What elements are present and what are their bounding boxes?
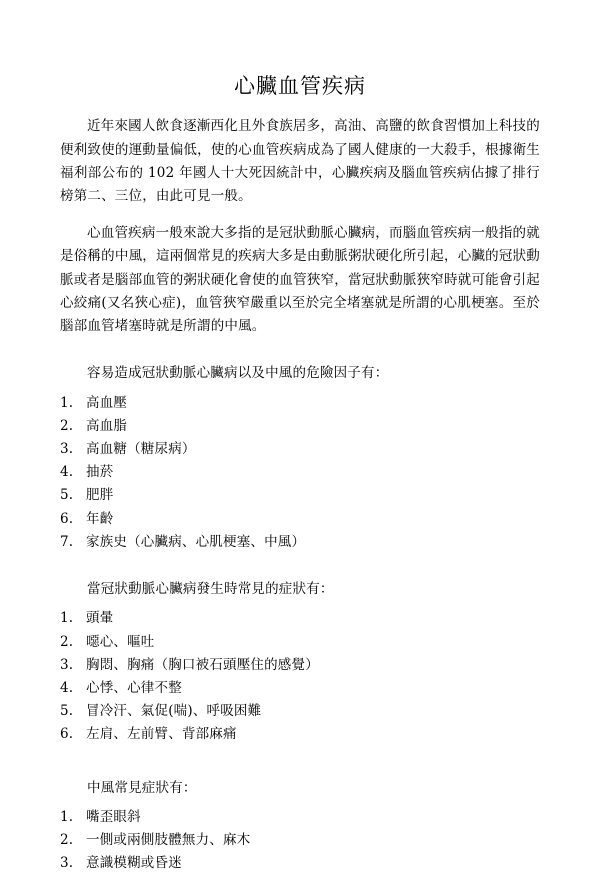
list-item-number: 4.	[60, 464, 74, 481]
list-item	[60, 723, 540, 746]
list-item-number: 5.	[60, 487, 74, 504]
list-item-number: 2.	[60, 633, 74, 650]
list-item-number: 7.	[60, 533, 74, 550]
list-item-label: 高血糖（糖尿病）	[86, 441, 196, 458]
section-spacer	[60, 761, 540, 777]
list-item-number: 1.	[60, 808, 74, 825]
list-item-number: 6.	[60, 726, 74, 743]
list-item-number: 3.	[60, 441, 74, 458]
list-item-label: 左肩、左前臂、背部麻痛	[86, 726, 237, 743]
list-item-label: 頭暈	[86, 610, 114, 627]
list-item-label: 年齡	[86, 510, 114, 527]
list-item-number: 4.	[60, 679, 74, 696]
symptoms-stroke-list	[60, 806, 540, 876]
list-item-label: 冒冷汗、氣促(喘)、呼吸困難	[86, 703, 262, 720]
intro-paragraph-2: 心血管疾病一般來說大多指的是冠狀動脈心臟病，而腦血管疾病一般指的就是俗稱的中風，這兩個常見的疾病大多是由動脈粥狀硬化所引起，心臟的冠狀動脈或者是腦部血管的粥狀硬化會使的血管狹窄，當冠狀動脈狹窄時就可能會引起心絞痛(又名狹心症)，血管狹窄嚴重以至於完全堵塞就是所謂的心肌梗塞。至於腦部血管堵塞時就是所謂的中風。	[60, 225, 540, 335]
risk-factors-list	[60, 392, 540, 555]
list-item-label: 家族史（心臟病、心肌梗塞、中風）	[86, 533, 306, 550]
list-item-label: 意識模糊或昏迷	[86, 855, 182, 872]
list-item-number: 1.	[60, 394, 74, 411]
list-item-number: 6.	[60, 510, 74, 527]
list-item	[60, 392, 540, 415]
list-item	[60, 484, 540, 507]
risk-factors-heading: 容易造成冠狀動脈心臟病以及中風的危險因子有：	[87, 365, 389, 382]
list-item-label: 胸悶、胸痛（胸口被石頭壓住的感覺）	[86, 656, 319, 673]
symptoms-stroke-heading: 中風常見症狀有：	[87, 779, 197, 796]
list-item-label: 一側或兩側肢體無力、麻木	[86, 832, 251, 849]
list-item	[60, 531, 540, 554]
intro-paragraph-1: 近年來國人飲食逐漸西化且外食族居多，高油、高鹽的飲食習慣加上科技的便利致使的運動量偏低，使的心血管疾病成為了國人健康的一大殺手，根據衛生福利部公布的 102 年國人十大死因統計中，心臟疾病及腦血管疾病佔據了排行榜第二、三位，由此可見一般。	[60, 118, 540, 205]
list-item	[60, 461, 540, 484]
list-item	[60, 700, 540, 723]
page-title: 心臟血管疾病	[234, 74, 366, 98]
list-item-number: 3.	[60, 855, 74, 872]
list-item-label: 高血壓	[86, 394, 128, 411]
list-item	[60, 806, 540, 829]
list-item-label: 高血脂	[86, 417, 128, 434]
list-item-label: 抽菸	[86, 464, 114, 481]
list-item	[60, 852, 540, 875]
list-item	[60, 415, 540, 438]
list-item-label: 噁心、嘔吐	[86, 633, 155, 650]
list-item-label: 嘴歪眼斜	[86, 808, 141, 825]
list-item	[60, 607, 540, 630]
list-item	[60, 438, 540, 461]
section-spacer	[60, 568, 540, 578]
list-item-number: 5.	[60, 703, 74, 720]
list-item	[60, 654, 540, 677]
list-item	[60, 631, 540, 654]
list-item	[60, 508, 540, 531]
list-item-number: 1.	[60, 610, 74, 627]
list-item-label: 肥胖	[86, 487, 114, 504]
symptoms-heart-heading: 當冠狀動脈心臟病發生時常見的症狀有：	[87, 581, 334, 598]
list-item	[60, 677, 540, 700]
section-spacer	[60, 352, 540, 362]
list-item-number: 3.	[60, 656, 74, 673]
symptoms-heart-list	[60, 607, 540, 746]
list-item-number: 2.	[60, 417, 74, 434]
list-item-number: 2.	[60, 832, 74, 849]
list-item-label: 心悸、心律不整	[86, 679, 182, 696]
